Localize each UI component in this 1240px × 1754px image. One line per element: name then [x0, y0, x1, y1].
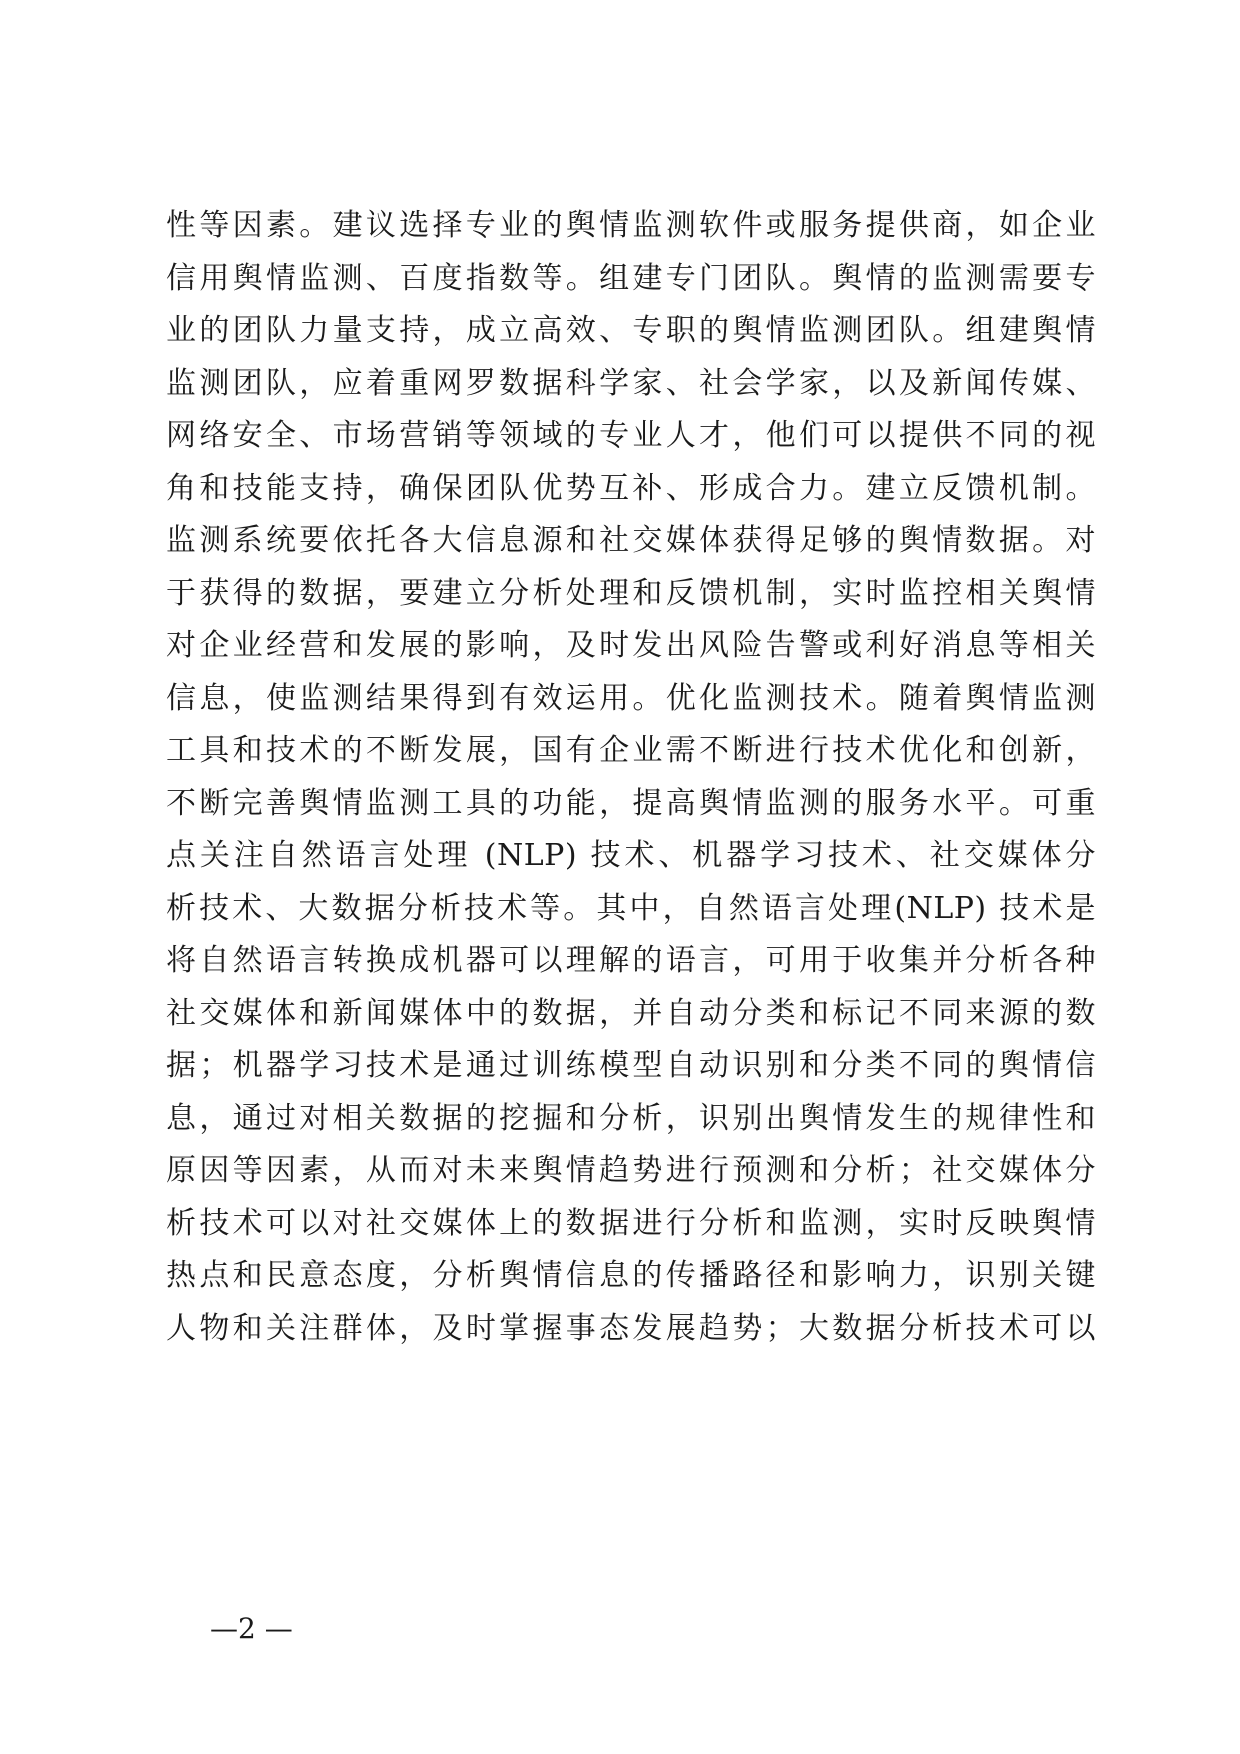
text-line: 工具和技术的不断发展，国有企业需不断进行技术优化和创新，: [166, 733, 1096, 768]
text-line: 社交媒体和新闻媒体中的数据，并自动分类和标记不同来源的数: [166, 995, 1096, 1031]
text-line: 将自然语言转换成机器可以理解的语言，可用于收集并分析各种: [166, 943, 1096, 978]
text-line: 点关注自然语言处理 (NLP) 技术、机器学习技术、社交媒体分: [166, 838, 1096, 873]
text-line: 监测团队，应着重网罗数据科学家、社会学家，以及新闻传媒、: [166, 365, 1096, 401]
text-line: 业的团队力量支持，成立高效、专职的舆情监测团队。组建舆情: [166, 313, 1096, 348]
text-line: 信息，使监测结果得到有效运用。优化监测技术。随着舆情监测: [166, 680, 1096, 716]
body-text: [166, 200, 1096, 1355]
text-line: 热点和民意态度，分析舆情信息的传播路径和影响力，识别关键: [166, 1258, 1096, 1293]
text-line: 对企业经营和发展的影响，及时发出风险告警或利好消息等相关: [166, 628, 1096, 663]
text-line: 性等因素。建议选择专业的舆情监测软件或服务提供商，如企业: [166, 208, 1096, 243]
text-line: 监测系统要依托各大信息源和社交媒体获得足够的舆情数据。对: [166, 523, 1096, 558]
page-number: —2 —: [210, 1612, 293, 1645]
text-line: 信用舆情监测、百度指数等。组建专门团队。舆情的监测需要专: [166, 260, 1096, 296]
text-line: 析技术可以对社交媒体上的数据进行分析和监测，实时反映舆情: [166, 1205, 1096, 1241]
text-line: 角和技能支持，确保团队优势互补、形成合力。建立反馈机制。: [166, 470, 1096, 506]
text-line: 人物和关注群体，及时掌握事态发展趋势；大数据分析技术可以: [166, 1310, 1096, 1346]
text-line: 原因等因素，从而对未来舆情趋势进行预测和分析；社交媒体分: [166, 1153, 1096, 1188]
text-line: 于获得的数据，要建立分析处理和反馈机制，实时监控相关舆情: [166, 575, 1096, 611]
text-line: 网络安全、市场营销等领域的专业人才，他们可以提供不同的视: [166, 418, 1096, 453]
text-line: 据；机器学习技术是通过训练模型自动识别和分类不同的舆情信: [166, 1048, 1096, 1083]
text-line: 析技术、大数据分析技术等。其中，自然语言处理(NLP) 技术是: [166, 890, 1096, 926]
text-line: 息，通过对相关数据的挖掘和分析，识别出舆情发生的规律性和: [166, 1100, 1096, 1136]
text-line: 不断完善舆情监测工具的功能，提高舆情监测的服务水平。可重: [166, 785, 1096, 821]
